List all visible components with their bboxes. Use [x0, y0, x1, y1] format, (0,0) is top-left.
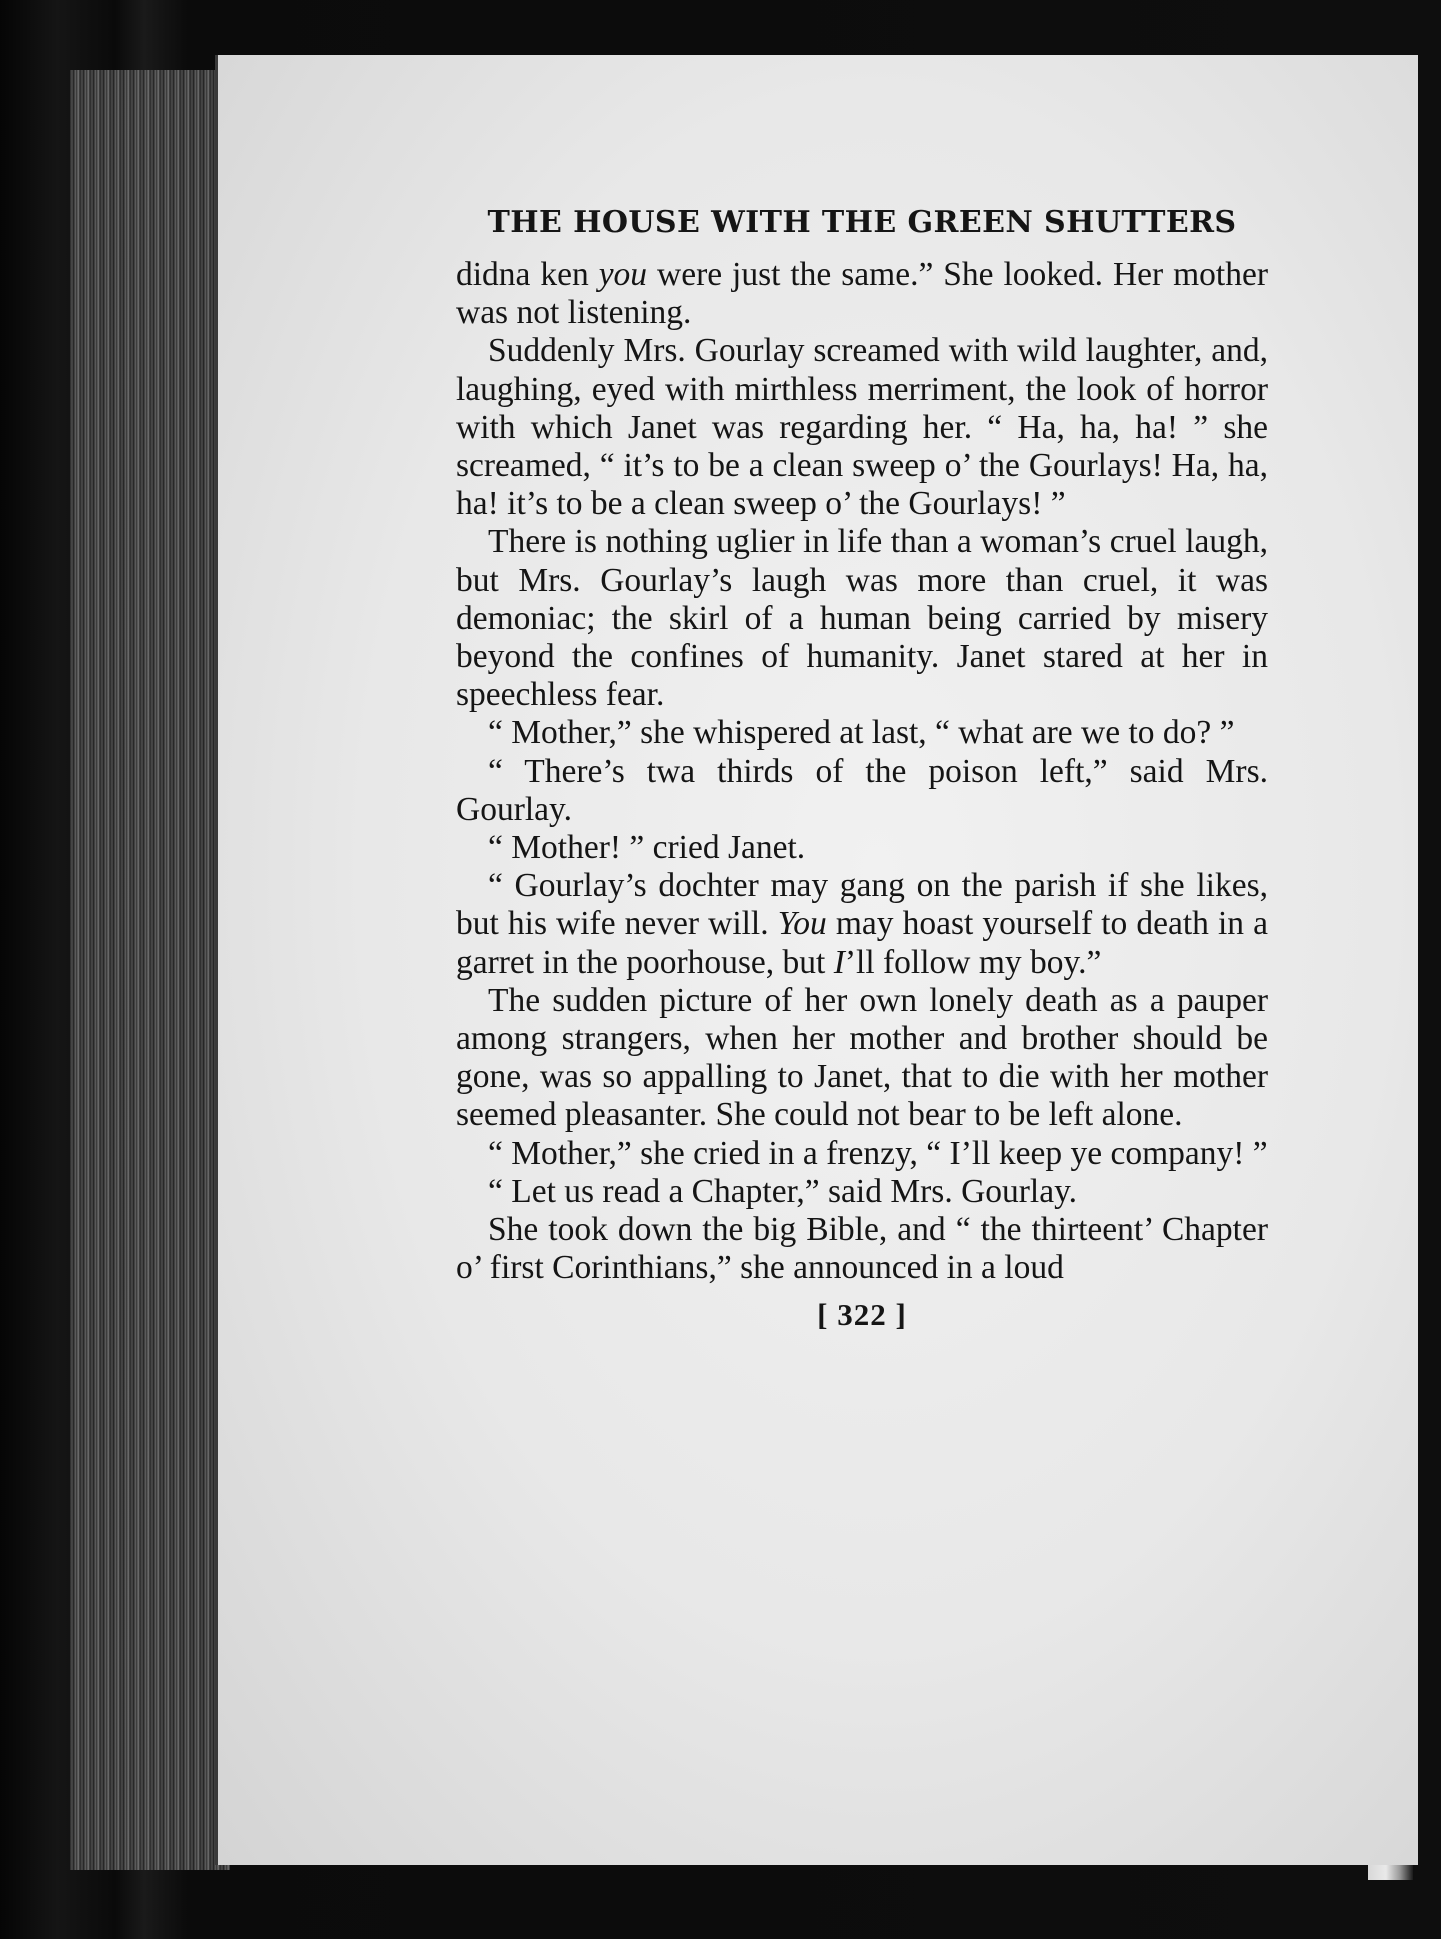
- text-run: “ Mother,” she whispered at last, “ what are we to do? ”: [488, 714, 1235, 752]
- paragraph: [456, 256, 1268, 332]
- running-head: THE HOUSE WITH THE GREEN SHUTTERS: [487, 205, 1237, 240]
- book-page: [215, 55, 1418, 1865]
- text-run: “ Let us read a Chapter,” said Mrs. Gourlay.: [488, 1172, 1078, 1210]
- paragraph: [456, 714, 1268, 752]
- text-run: “ Mother,” she cried in a frenzy, “ I’ll keep ye company! ”: [488, 1134, 1268, 1172]
- text-run: There is nothing uglier in life than a woman’s cruel laugh, but Mrs. Gourlay’s laugh was more than cruel, it was demoniac; the skirl of a human being carried by misery beyond the confines of humanity. Janet stared at her in speechless fear.: [456, 523, 1268, 714]
- text-run: She took down the big Bible, and “ the thirteent’ Chapter o’ first Corinthians,” she announced in a loud: [456, 1211, 1268, 1287]
- text-run: didna ken: [456, 256, 599, 293]
- text-run: ’ll follow my boy.”: [844, 943, 1102, 981]
- page-text-block: [456, 205, 1268, 1333]
- text-run: “ There’s twa thirds of the poison left,” said Mrs. Gourlay.: [456, 752, 1268, 828]
- text-run: “ Mother! ” cried Janet.: [488, 829, 806, 867]
- text-run: may hoast yourself to death in a garret in the poorhouse, but: [456, 905, 1268, 981]
- book-page-edges: [70, 70, 230, 1870]
- paragraph: [456, 867, 1268, 982]
- paragraph: [456, 753, 1268, 829]
- paragraph: [456, 1173, 1268, 1211]
- italic-text: I: [833, 943, 845, 981]
- page-number: [ 322 ]: [817, 1297, 907, 1333]
- body-text: [456, 256, 1268, 1287]
- italic-text: You: [777, 905, 827, 943]
- text-run: “ Gourlay’s dochter may gang on the parish if she likes, but his wife never will.: [456, 867, 1268, 943]
- text-run: were just the same.” She looked. Her mother was not listening.: [456, 256, 1268, 332]
- italic-text: you: [598, 256, 648, 293]
- paragraph: [456, 523, 1268, 714]
- paragraph: [456, 829, 1268, 867]
- paragraph: [456, 1135, 1268, 1173]
- text-run: The sudden picture of her own lonely death as a pauper among strangers, when her mother and brother should be gone, was so appalling to Janet, that to die with her mother seemed pleasanter. She could not bear to be left alone.: [456, 981, 1268, 1134]
- paragraph: [456, 982, 1268, 1135]
- paragraph: [456, 332, 1268, 523]
- text-run: Suddenly Mrs. Gourlay screamed with wild laughter, and, laughing, eyed with mirthless merriment, the look of horror with which Janet was regarding her. “ Ha, ha, ha! ” she screamed, “ it’s to be a clean sweep o’ the Gourlays! Ha, ha, ha! it’s to be a clean sweep o’ the Gourlays! ”: [456, 332, 1268, 523]
- paragraph: [456, 1211, 1268, 1287]
